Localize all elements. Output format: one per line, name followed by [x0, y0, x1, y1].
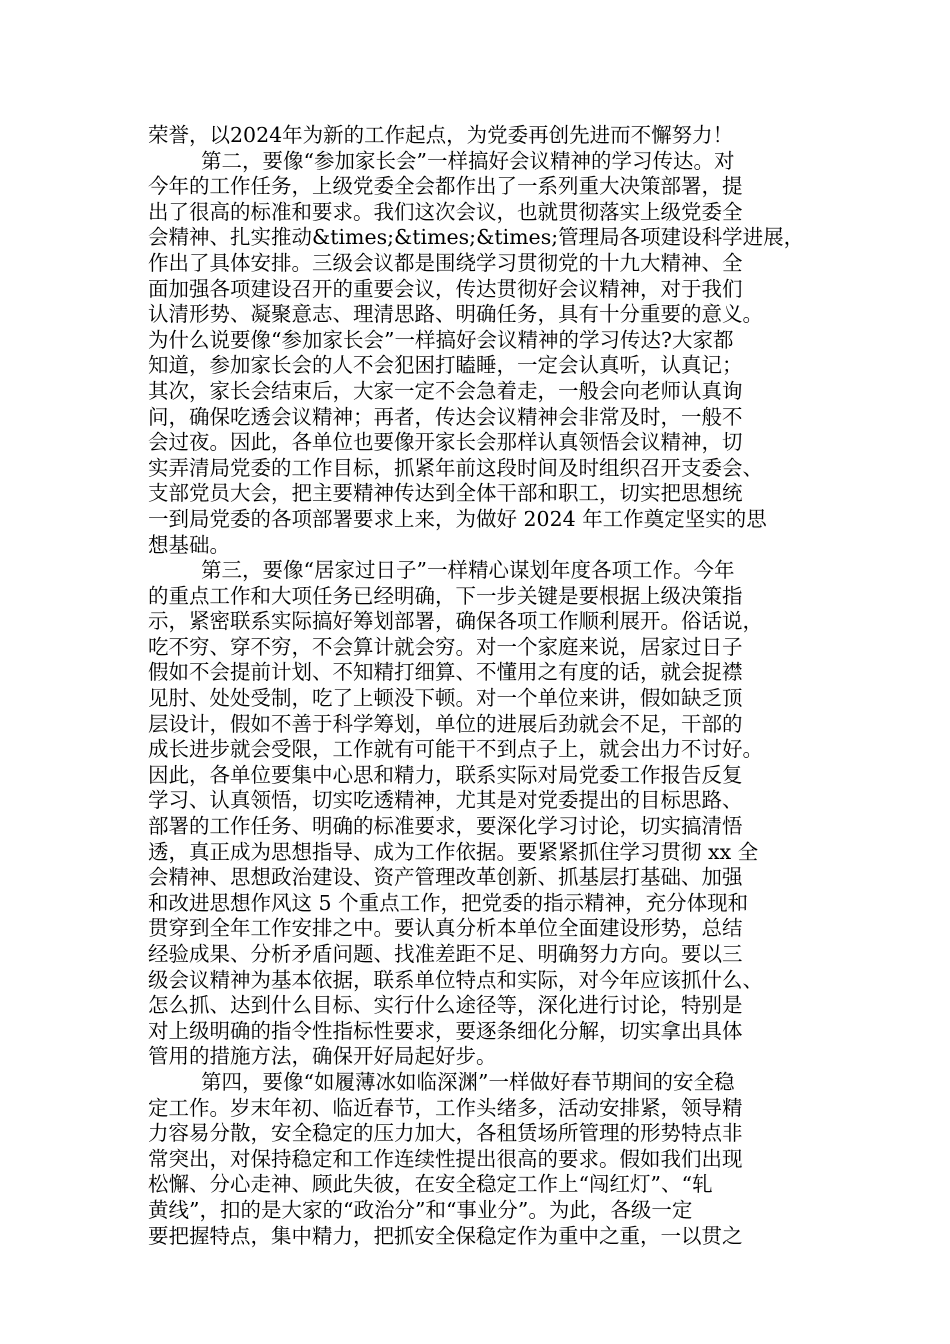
text-line: 会过夜。因此，各单位也要像开家长会那样认真领悟会议精神，切	[148, 430, 743, 455]
text-line: 贯穿到全年工作安排之中。要认真分析本单位全面建设形势，总结	[148, 916, 743, 941]
text-line: 问，确保吃透会议精神；再者，传达会议精神会非常及时，一般不	[148, 404, 743, 429]
text-line: 第三，要像“居家过日子”一样精心谋划年度各项工作。今年	[201, 558, 735, 583]
text-line: 部署的工作任务、明确的标准要求，要深化学习讨论，切实搞清悟	[148, 814, 743, 839]
text-line: 实弄清局党委的工作目标，抓紧年前这段时间及时组织召开支委会、	[148, 455, 763, 480]
text-line: 一到局党委的各项部署要求上来，为做好 2024 年工作奠定坚实的思	[148, 506, 767, 531]
text-line: 级会议精神为基本依据，联系单位特点和实际，对今年应该抓什么、	[148, 967, 763, 992]
paragraph	[148, 123, 808, 149]
text-line: 管用的措施方法，确保开好局起好步。	[148, 1044, 497, 1069]
text-line: 松懈、分心走神、顾此失彼，在安全稳定工作上“闯红灯”、“轧	[148, 1172, 713, 1197]
text-line: 黄线”，扣的是大家的“政治分”和“事业分”。为此，各级一定	[148, 1197, 693, 1222]
text-line: 想基础。	[148, 532, 230, 557]
text-line: 经验成果、分析矛盾问题、找准差距不足、明确努力方向。要以三	[148, 942, 743, 966]
text-line: 为什么说要像“参加家长会”一样搞好会议精神的学习传达?大家都	[148, 327, 734, 352]
text-line: 面加强各项建设召开的重要会议，传达贯彻好会议精神，对于我们	[148, 276, 743, 301]
text-line: 定工作。岁末年初、临近春节，工作头绪多，活动安排紧，领导精	[148, 1095, 743, 1120]
text-line: 因此，各单位要集中心思和精力，联系实际对局党委工作报告反复	[148, 762, 743, 787]
paragraph	[148, 558, 808, 1070]
text-line: 第二，要像“参加家长会”一样搞好会议精神的学习传达。对	[201, 148, 735, 173]
text-line: 认清形势、凝聚意志、理清思路、明确任务，具有十分重要的意义。	[148, 302, 763, 327]
paragraph	[148, 149, 808, 559]
document-page	[148, 123, 808, 1249]
text-line: 透，真正成为思想指导、成为工作依据。要紧紧抓住学习贯彻 xx 全	[148, 839, 759, 864]
text-line: 要把握特点，集中精力，把抓安全保稳定作为重中之重，一以贯之	[148, 1223, 743, 1248]
text-line: 支部党员大会，把主要精神传达到全体干部和职工，切实把思想统	[148, 481, 743, 506]
text-line: 的重点工作和大项任务已经明确，下一步关键是要根据上级决策指	[148, 583, 743, 608]
text-line: 力容易分散，安全稳定的压力加大，各租赁场所管理的形势特点非	[148, 1121, 743, 1146]
text-line: 其次，家长会结束后，大家一定不会急着走，一般会向老师认真询	[148, 378, 743, 403]
text-line: 常突出，对保持稳定和工作连续性提出很高的要求。假如我们出现	[148, 1146, 743, 1171]
text-line: 吃不穷、穿不穷，不会算计就会穷。对一个家庭来说，居家过日子	[148, 634, 743, 659]
text-line: 出了很高的标准和要求。我们这次会议，也就贯彻落实上级党委全	[148, 199, 743, 224]
paragraph	[148, 1070, 808, 1249]
text-line: 示，紧密联系实际搞好筹划部署，确保各项工作顺利展开。俗话说，	[148, 609, 763, 634]
text-line: 和改进思想作风这 5 个重点工作，把党委的指示精神，充分体现和	[148, 890, 749, 915]
text-line: 对上级明确的指令性指标性要求，要逐条细化分解，切实拿出具体	[148, 1018, 743, 1043]
text-line: 层设计，假如不善于科学筹划，单位的进展后劲就会不足，干部的	[148, 711, 743, 736]
text-line: 见肘、处处受制，吃了上顿没下顿。对一个单位来讲，假如缺乏顶	[148, 686, 743, 711]
text-line: 作出了具体安排。三级会议都是围绕学习贯彻党的十九大精神、全	[148, 250, 743, 275]
text-line: 荣誉，以2024年为新的工作起点，为党委再创先进而不懈努力！	[148, 123, 734, 147]
text-line: 成长进步就会受限，工作就有可能干不到点子上，就会出力不讨好。	[148, 737, 763, 762]
text-line: 怎么抓、达到什么目标、实行什么途径等，深化进行讨论，特别是	[148, 993, 743, 1018]
text-line: 知道，参加家长会的人不会犯困打瞌睡，一定会认真听，认真记；	[148, 353, 743, 378]
text-line: 假如不会提前计划、不知精打细算、不懂用之有度的话，就会捉襟	[148, 660, 743, 685]
text-line: 会精神、扎实推动&times;&times;&times;管理局各项建设科学进展，	[148, 225, 805, 250]
text-line: 学习、认真领悟，切实吃透精神，尤其是对党委提出的目标思路、	[148, 788, 743, 813]
text-line: 第四，要像“如履薄冰如临深渊”一样做好春节期间的安全稳	[201, 1069, 735, 1094]
text-line: 会精神、思想政治建设、资产管理改革创新、抓基层打基础、加强	[148, 865, 743, 890]
text-line: 今年的工作任务，上级党委全会都作出了一系列重大决策部署，提	[148, 174, 743, 199]
